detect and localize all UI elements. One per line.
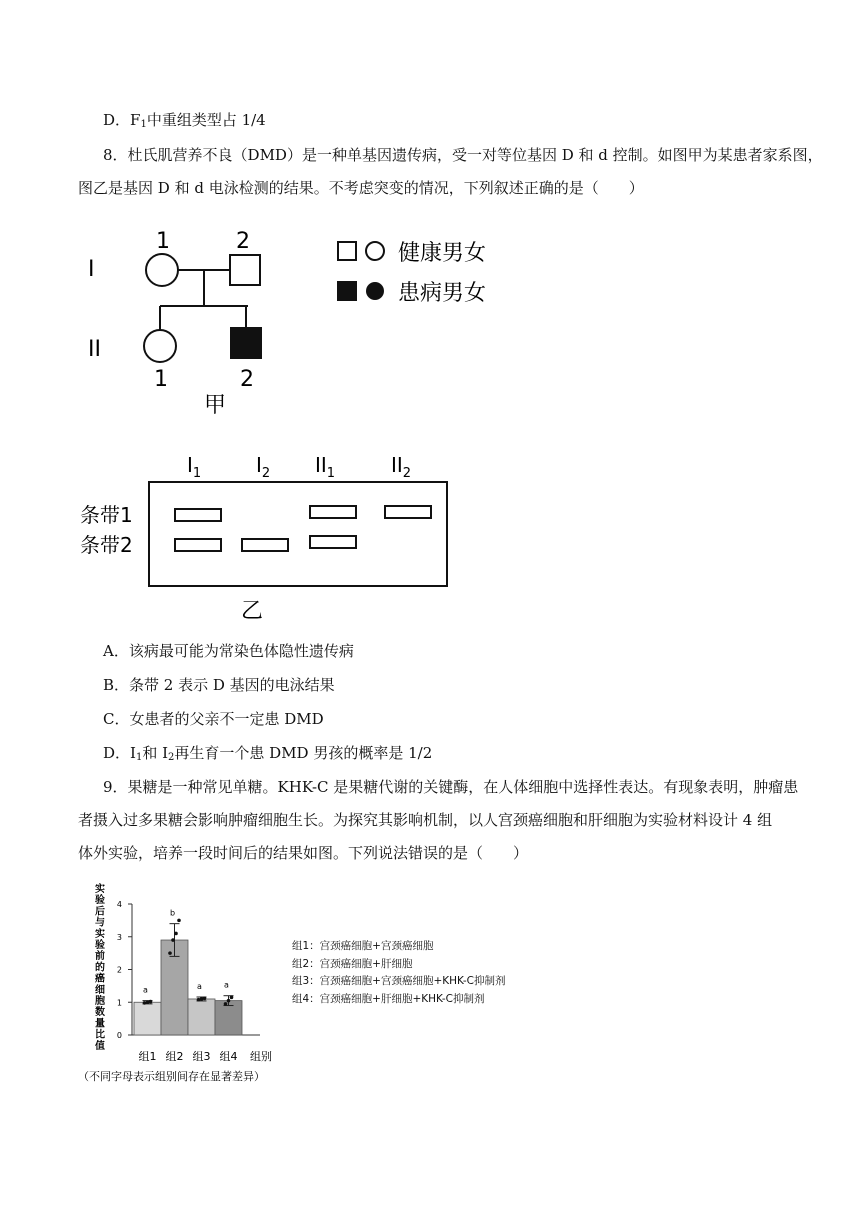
q8-option-d-p3: 再生育一个患 DMD 男孩的概率是 1/2: [174, 744, 433, 762]
band-ii1-band2: [310, 536, 356, 548]
legend-affected-female-icon: [366, 282, 384, 300]
data-point: [227, 999, 231, 1003]
band-i1-band1: [175, 509, 221, 521]
q8-option-d-p2: 和 I: [142, 744, 169, 762]
chart-xlabel: 组别: [250, 1050, 272, 1063]
x-tick-label: 组4: [219, 1050, 238, 1063]
band-i2-band2: [242, 539, 288, 551]
bar: [188, 999, 215, 1035]
lane-label-ii2: $II_2$: [391, 453, 412, 481]
q8-option-d-s2: 2: [168, 752, 175, 763]
q9-stem-line2: 者摄入过多果糖会影响肿瘤细胞生长。为探究其影响机制，以人宫颈癌细胞和肝细胞为实验材料设计 4 组: [78, 811, 773, 829]
data-point: [224, 1002, 228, 1006]
bar: [134, 1002, 161, 1035]
band-ii1-band1: [310, 506, 356, 518]
legend-healthy-female-icon: [366, 242, 384, 260]
q9-stem-line3: 体外实验，培养一段时间后的结果如图。下列说法错误的是（ ）: [78, 844, 529, 862]
legend-affected-label: 患病男女: [398, 281, 487, 306]
significance-letter: b: [169, 908, 176, 918]
y-tick-label: 0: [116, 1031, 122, 1040]
chart-ylabel: 实验后与实验前的癌细胞数量比值: [95, 884, 105, 1052]
generation-label-ii: II: [88, 337, 101, 362]
q7-option-d-post: 中重组类型占 1/4: [146, 111, 266, 129]
q8-option-a: A．该病最可能为常染色体隐性遗传病: [103, 642, 354, 660]
male-i2-healthy: [230, 255, 260, 285]
lane-label-i2: $I_2$: [256, 453, 271, 481]
q8-option-d-s1: 1: [135, 752, 143, 763]
legend-item-2: 组2：宫颈癌细胞+肝细胞: [292, 957, 413, 970]
legend-item-4: 组4：宫颈癌细胞+肝细胞+KHK-C抑制剂: [292, 992, 485, 1005]
individual-number-i2: 2: [236, 229, 250, 254]
data-point: [143, 1001, 147, 1005]
band2-label: 条带2: [80, 533, 133, 557]
data-point: [197, 998, 201, 1002]
q7-option-d-sub: 1: [140, 119, 147, 130]
legend-item-1: 组1：宫颈癌细胞+宫颈癌细胞: [292, 940, 434, 952]
data-point: [177, 919, 181, 923]
q8-option-d: [103, 743, 432, 763]
q7-option-d: [103, 110, 266, 130]
pedigree-caption: 甲: [204, 393, 227, 418]
y-tick-label: 4: [116, 900, 122, 909]
band1-label: 条带1: [80, 503, 133, 527]
female-i1-healthy: [146, 254, 178, 286]
gel-figure: [75, 448, 475, 628]
generation-label-i: I: [88, 257, 95, 282]
q8-stem-line1: 8．杜氏肌营养不良（DMD）是一种单基因遗传病，受一对等位基因 D 和 d 控制。如图甲为某患者家系图，: [103, 146, 823, 164]
male-ii2-affected: [231, 328, 261, 358]
data-point: [174, 932, 178, 936]
legend-item-3: 组3：宫颈癌细胞+宫颈癌细胞+KHK-C抑制剂: [292, 975, 506, 987]
pedigree-figure: [70, 220, 530, 420]
chart-note: （不同字母表示组别间存在显著差异）: [78, 1070, 265, 1083]
lane-label-ii1: $II_1$: [315, 453, 336, 481]
significance-letter: a: [197, 982, 202, 992]
x-tick-label: 组2: [165, 1050, 184, 1063]
data-point: [230, 996, 234, 1000]
data-point: [149, 1000, 153, 1004]
band-ii2-band1: [385, 506, 431, 518]
significance-letter: a: [143, 985, 148, 995]
data-point: [146, 1000, 150, 1004]
data-point: [168, 951, 172, 955]
legend-healthy-label: 健康男女: [398, 241, 487, 266]
significance-letter: a: [224, 980, 229, 990]
band-i1-band2: [175, 539, 221, 551]
data-point: [203, 997, 207, 1001]
lane-label-i1: $I_1$: [187, 453, 202, 481]
legend-healthy-male-icon: [338, 242, 356, 260]
female-ii1-healthy: [144, 330, 176, 362]
legend-affected-male-icon: [338, 282, 356, 300]
individual-number-ii2: 2: [240, 367, 254, 392]
q8-option-b: B．条带 2 表示 D 基因的电泳结果: [103, 676, 335, 694]
y-tick-label: 2: [116, 965, 122, 975]
q8-stem-line2: 图乙是基因 D 和 d 电泳检测的结果。不考虑突变的情况，下列叙述正确的是（ ）: [78, 179, 644, 197]
y-tick-label: 1: [116, 998, 122, 1008]
x-tick-label: 组3: [192, 1050, 211, 1063]
q7-option-d-pre: D．F: [103, 111, 141, 129]
gel-caption: 乙: [241, 599, 264, 624]
q8-option-d-p1: D．I: [103, 744, 136, 762]
x-tick-label: 组1: [138, 1050, 157, 1063]
chart-legend: [292, 938, 505, 1008]
y-tick-label: 3: [116, 932, 122, 942]
individual-number-i1: 1: [156, 229, 170, 254]
data-point: [171, 938, 175, 942]
data-point: [200, 997, 204, 1001]
gel-frame: [149, 482, 447, 586]
q8-option-c: C．女患者的父亲不一定患 DMD: [103, 710, 324, 728]
individual-number-ii1: 1: [154, 367, 168, 392]
q9-stem-line1: 9．果糖是一种常见单糖。KHK-C 是果糖代谢的关键酶，在人体细胞中选择性表达。有现象表明，肿瘤患: [103, 778, 799, 796]
bar-chart: [75, 882, 305, 1087]
